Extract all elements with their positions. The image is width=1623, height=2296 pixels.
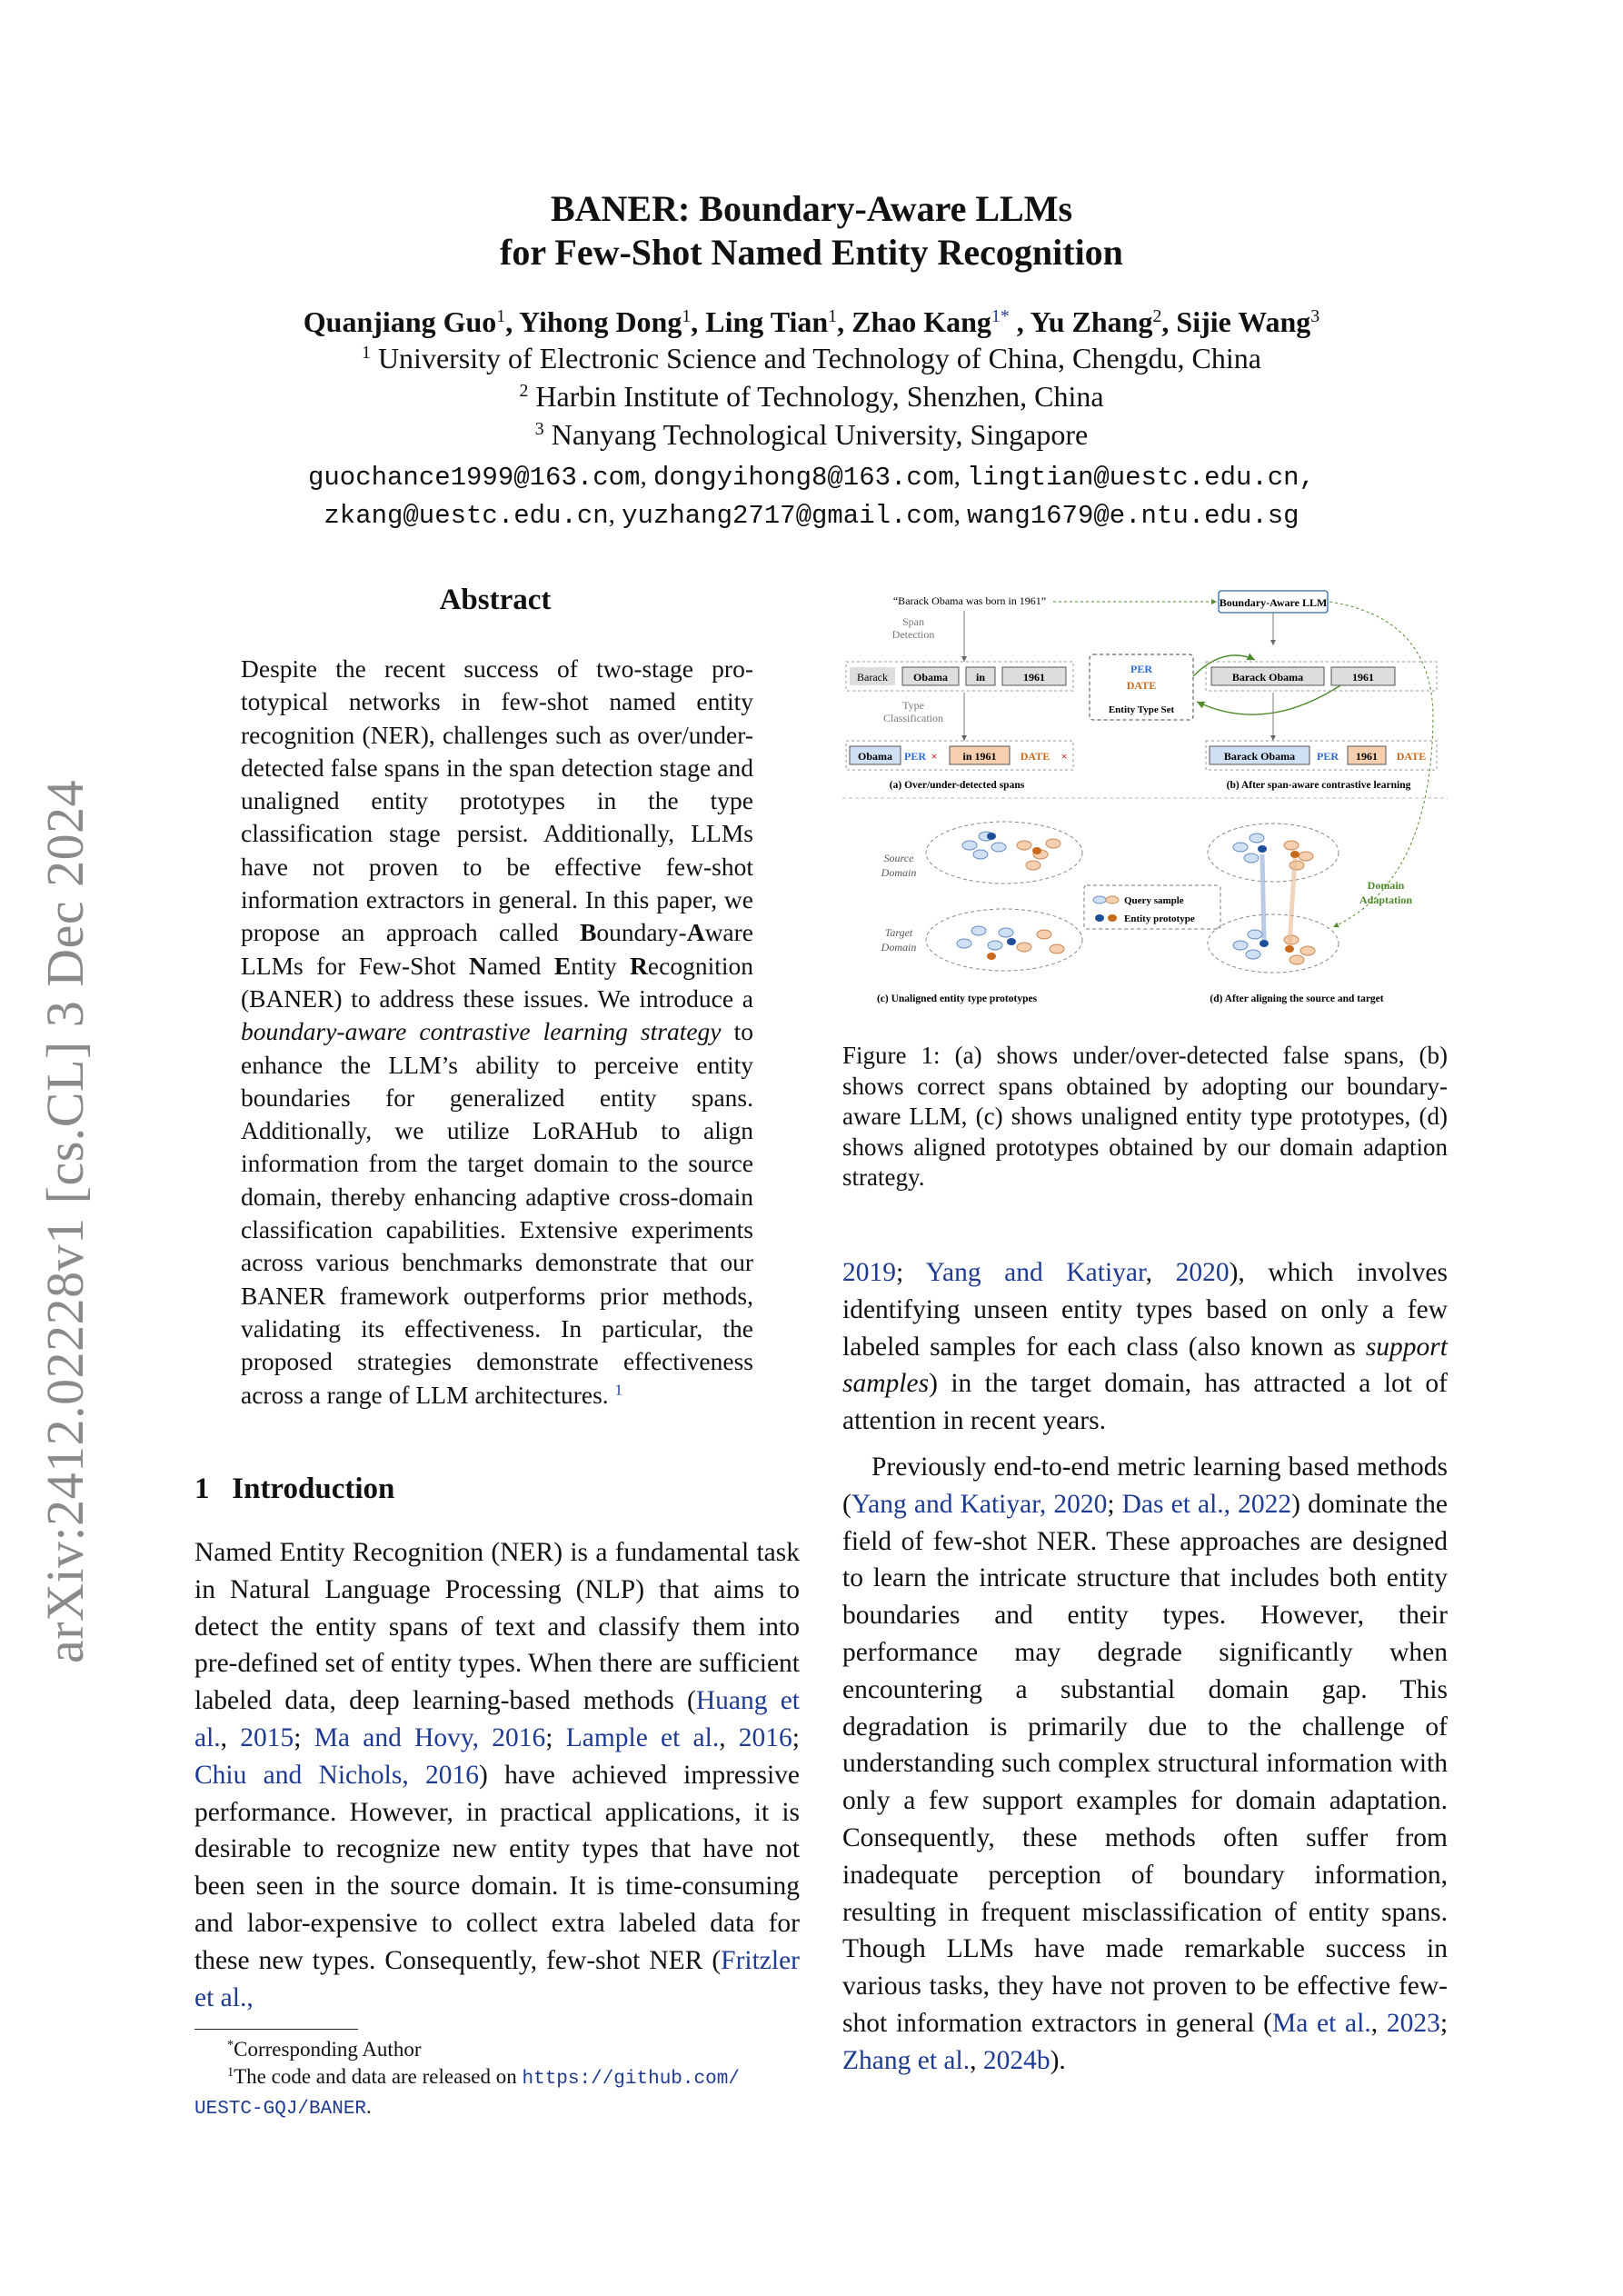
citation-link[interactable]: Chiu and Nichols, 2016	[194, 1760, 479, 1790]
affiliation-3	[0, 416, 1623, 453]
affiliation-text: University of Electronic Science and Technology of China, Chengdu, China	[377, 342, 1261, 374]
body-text: ;	[294, 1722, 314, 1752]
author-name: Yihong Dong	[519, 305, 682, 338]
legend-proto-swatch	[1095, 914, 1104, 922]
prediction-span-label: Barack Obama	[1223, 750, 1296, 763]
intro-paragraph-right-2	[842, 1449, 1448, 2080]
input-sentence: “Barack Obama was born in 1961”	[892, 594, 1047, 607]
citation-link[interactable]: Lample et al.	[565, 1722, 720, 1752]
section-title: Introduction	[232, 1472, 395, 1505]
source-domain-label: Domain	[881, 866, 917, 879]
span-detection-label: Span	[902, 615, 924, 628]
body-text: ;	[545, 1722, 566, 1752]
token-label: Barack	[857, 671, 888, 684]
aligned-source-cluster	[1208, 824, 1339, 882]
llm-box-label: Boundary-Aware LLM	[1219, 596, 1328, 609]
code-url-link[interactable]: UESTC-GQJ/BANER	[194, 2099, 367, 2120]
citation-link[interactable]: 2016	[738, 1722, 792, 1752]
email[interactable]: wang1679@e.ntu.edu.sg	[967, 501, 1299, 531]
body-text: Previously end-to-end metric learning based methods (	[842, 1452, 1448, 1519]
caption-b: (b) After span-aware contrastive learning	[1226, 780, 1411, 791]
citation-link[interactable]: Zhang et al.	[842, 2045, 971, 2075]
author-affil-sup: 1	[682, 306, 692, 327]
footnote-text: .	[366, 2095, 372, 2118]
prediction-span-label: 1961	[1356, 750, 1378, 763]
token-label: Obama	[912, 671, 949, 684]
author-affil-sup: 3	[1310, 306, 1320, 327]
aligned-target-cluster	[1208, 914, 1339, 973]
acronym-letter: A	[686, 918, 705, 947]
source-domain-points	[962, 832, 1060, 870]
legend-proto-label: Entity prototype	[1124, 913, 1195, 924]
body-text: ,	[970, 2045, 983, 2075]
type-classification-label: Classification	[883, 712, 943, 724]
span-detection-label: Detection	[891, 628, 935, 641]
caption-d: (d) After aligning the source and target	[1210, 993, 1384, 1004]
caption-a: (a) Over/under-detected spans	[889, 780, 1025, 791]
caption-c: (c) Unaligned entity type prototypes	[876, 993, 1038, 1004]
acronym-letter: B	[580, 918, 597, 947]
abstract-body	[241, 653, 753, 1412]
author-name: Zhao Kang	[851, 305, 991, 338]
affiliation-2	[0, 378, 1623, 414]
figure-1-caption: Figure 1: (a) shows under/over-detected false spans, (b) shows correct spans obtained by adopting our boundary-aware LLM, (c) shows unaligned entity type prototypes, (d) shows aligned prototypes obtained by our domain adaption strategy.	[842, 1042, 1448, 1191]
citation-link[interactable]: 2020	[1175, 1258, 1230, 1287]
body-text: ,	[220, 1722, 241, 1752]
affiliation-sup: 3	[534, 419, 544, 440]
body-text: ,	[1145, 1258, 1176, 1287]
footnote-link[interactable]: 1	[614, 1381, 623, 1399]
citation-link[interactable]: 2015	[240, 1722, 294, 1752]
acronym-letter: R	[630, 951, 648, 980]
citation-link[interactable]: Ma and Hovy, 2016	[314, 1722, 546, 1752]
body-text: ,	[719, 1722, 739, 1752]
email-line-1: guochance1999@163.com, dongyihong8@163.com, lingtian@uestc.edu.cn,	[308, 462, 1315, 493]
author-affil-sup: 1	[496, 306, 506, 327]
body-text: ) have achieved impressive performance. However, in practical applications, it is desirable to recognize new entity types that have not been seen in the source domain. It is time-consuming and labor-expensive to collect extra labeled data for these new types. Consequently, few-shot NER (	[194, 1760, 800, 1975]
author-name: Quanjiang Guo	[303, 305, 497, 338]
affiliation-1	[0, 340, 1623, 376]
wrong-mark: ×	[1060, 750, 1068, 763]
email-line-2: zkang@uestc.edu.cn, yuzhang2717@gmail.com, wang1679@e.ntu.edu.sg	[324, 500, 1299, 531]
figure-1-diagram	[842, 582, 1448, 1018]
prediction-span-label: in 1961	[962, 750, 997, 763]
body-text: ) in the target domain, has attracted a lot of attention in recent years.	[842, 1369, 1448, 1436]
affiliation-sup: 2	[519, 381, 529, 402]
body-text: ,	[1370, 2008, 1387, 2038]
title-line-2: for Few-Shot Named Entity Recognition	[500, 232, 1123, 273]
body-text: ;	[1439, 2008, 1449, 2038]
citation-link[interactable]: Huang et al.	[194, 1686, 800, 1752]
figure-1	[842, 582, 1448, 1018]
citation-link[interactable]: 2019	[842, 1258, 896, 1287]
abstract-text: ware LLMs for Few-Shot	[241, 918, 753, 980]
author-name: Sijie Wang	[1176, 305, 1311, 338]
prediction-span-label: Obama	[857, 750, 893, 763]
legend-query-swatch	[1106, 896, 1119, 903]
abstract-text: amed	[486, 951, 554, 980]
affiliation-sup: 1	[362, 343, 371, 364]
aligned-source-points	[1233, 834, 1313, 870]
section-heading-introduction	[194, 1472, 394, 1506]
aligned-target-points	[1233, 930, 1315, 964]
footnote-mark: 1	[227, 2065, 234, 2081]
target-domain-label: Target	[884, 926, 913, 939]
source-domain-cluster	[926, 822, 1082, 883]
acronym-letter: E	[553, 951, 572, 980]
citation-link[interactable]: Ma et al.	[1271, 2008, 1371, 2038]
citation-link[interactable]: Yang and Katiyar, 2020	[851, 1489, 1108, 1519]
wrong-mark: ×	[931, 750, 938, 763]
abstract-text: Despite the recent success of two-stage prototypical networks in few-shot named entity recognition (NER), challenges such as over/under-detected false spans in the span detection stage and unaligned entity prototypes in the type classification stage persist. Additionally, LLMs have not proven to be effective few-shot information extractors in general. In this paper, we propose an approach called	[241, 654, 753, 947]
abstract-text: ecognition (BANER) to address these issues. We introduce a	[241, 951, 753, 1013]
footnote-rule	[194, 2029, 358, 2030]
footnote-text: The code and data are released on	[234, 2065, 523, 2088]
target-domain-cluster	[926, 909, 1082, 971]
author-name: Yu Zhang	[1030, 305, 1153, 338]
prediction-type: PER	[904, 750, 926, 763]
body-text: ), which involves identifying unseen entity types based on only a few labeled samples for each class (also known as	[842, 1258, 1448, 1362]
prediction-type: DATE	[1020, 750, 1050, 763]
body-emphasis: support samples	[842, 1332, 1448, 1399]
body-text: Named Entity Recognition (NER) is a fundamental task in Natural Language Processing (NLP) that aims to detect the entity spans of text and classify them into pre-defined set of entity types. When there are sufficient labeled data, deep learning-based methods (	[194, 1538, 800, 1716]
code-url-link[interactable]: https://github.com/	[522, 2069, 740, 2090]
abstract-emphasis: boundary-aware contrastive learning strategy	[241, 1017, 722, 1046]
intro-paragraph-right-1	[842, 1254, 1448, 1440]
abstract-heading: Abstract	[439, 584, 552, 616]
citation-link[interactable]: Das et al., 2022	[1121, 1489, 1292, 1519]
alignment-link	[1262, 854, 1264, 940]
email[interactable]: yuzhang2717@gmail.com	[622, 501, 954, 531]
prediction-type: PER	[1317, 750, 1339, 763]
footnotes	[194, 2036, 800, 2123]
email[interactable]: dongyihong8@163.com	[652, 463, 954, 493]
author-name: Ling Tian	[705, 305, 829, 338]
arxiv-identifier: arXiv:2412.02228v1 [cs.CL] 3 Dec 2024	[35, 779, 95, 1663]
entity-type-set-label: Entity Type Set	[1108, 704, 1175, 715]
email[interactable]: zkang@uestc.edu.cn	[324, 501, 609, 531]
abstract-text: to enhance the LLM’s ability to perceive entity boundaries for generalized entity spans. Additionally, we utilize LoRAHub to align information from the target domain to the source domain, thereby enhancing adaptive cross-domain classification capabilities. Extensive experiments across various benchmarks demonstrate that our BANER framework outperforms prior methods, validating its effectiveness. In particular, the proposed strategies demonstrate effectiveness across a range of LLM architectures.	[241, 1017, 754, 1409]
section-number: 1	[194, 1472, 210, 1505]
citation-link[interactable]: Yang and Katiyar	[925, 1258, 1146, 1287]
source-domain-label: Source	[883, 852, 914, 864]
type-date: DATE	[1126, 679, 1157, 692]
affiliation-text: Harbin Institute of Technology, Shenzhen, China	[535, 380, 1104, 413]
domain-adaptation-label: Domain	[1367, 879, 1405, 892]
author-affil-sup: 2	[1152, 306, 1162, 327]
footnote-code	[194, 2063, 800, 2123]
email[interactable]: guochance1999@163.com	[308, 463, 641, 493]
body-text: ).	[1050, 2045, 1066, 2075]
target-domain-points	[957, 926, 1064, 960]
alignment-link	[1289, 858, 1295, 945]
citation-link[interactable]: 2023	[1386, 2008, 1440, 2038]
acronym-letter: N	[469, 951, 487, 980]
footnote-mark: *	[227, 2038, 234, 2053]
legend-query-swatch	[1093, 896, 1106, 903]
abstract-text: ntity	[571, 951, 631, 980]
title-line-1: BANER: Boundary-Aware LLMs	[550, 188, 1073, 229]
token-label: in	[975, 671, 986, 684]
domain-adaptation-label: Adaptation	[1359, 893, 1413, 906]
token-label: 1961	[1023, 671, 1045, 684]
citation-link[interactable]: Fritzler et al.,	[194, 1945, 800, 2012]
type-classification-label: Type	[902, 699, 924, 712]
prediction-type: DATE	[1396, 750, 1427, 763]
body-text: ;	[1107, 1489, 1122, 1519]
body-text: ;	[896, 1258, 926, 1287]
token-label: Barack Obama	[1231, 671, 1304, 684]
token-label: 1961	[1352, 671, 1374, 684]
author-affil-sup[interactable]: 1*	[991, 306, 1010, 327]
legend-proto-swatch	[1108, 914, 1117, 922]
target-domain-label: Domain	[881, 941, 917, 953]
author-affil-sup: 1	[828, 306, 838, 327]
paper-title	[0, 187, 1623, 275]
intro-paragraph-left	[194, 1534, 800, 2016]
body-text: ) dominate the field of few-shot NER. These approaches are designed to learn the intricate structure that includes both entity boundaries and entity types. However, their performance may degrade significantly when encountering a substantial domain gap. This degradation is primarily due to the challenge of understanding such complex structural information with only a few support examples for domain adaptation. Consequently, these methods often suffer from inadequate perception of boundary information, resulting in frequent misclassification of entity spans. Though LLMs have made remarkable success in various tasks, they have not proven to be effective few-shot information extractors in general (	[842, 1489, 1448, 2038]
footnote-text: Corresponding Author	[234, 2038, 422, 2061]
abstract-text: oundary-	[596, 918, 687, 947]
body-text: ;	[792, 1722, 800, 1752]
footnote-corresponding	[194, 2036, 800, 2063]
type-per: PER	[1130, 663, 1152, 675]
citation-link[interactable]: 2024b	[982, 2045, 1050, 2075]
email[interactable]: lingtian@uestc.edu.cn,	[967, 463, 1315, 493]
author-list: Quanjiang Guo$^1$, Yihong Dong$^1$, Ling Tian$^1$, Zhao Kang$^{1*}$ , Yu Zhang$^2$, Sijie Wang$^3$	[303, 305, 1320, 338]
affiliation-text: Nanyang Technological University, Singapore	[551, 418, 1089, 451]
legend-query-label: Query sample	[1124, 895, 1184, 906]
